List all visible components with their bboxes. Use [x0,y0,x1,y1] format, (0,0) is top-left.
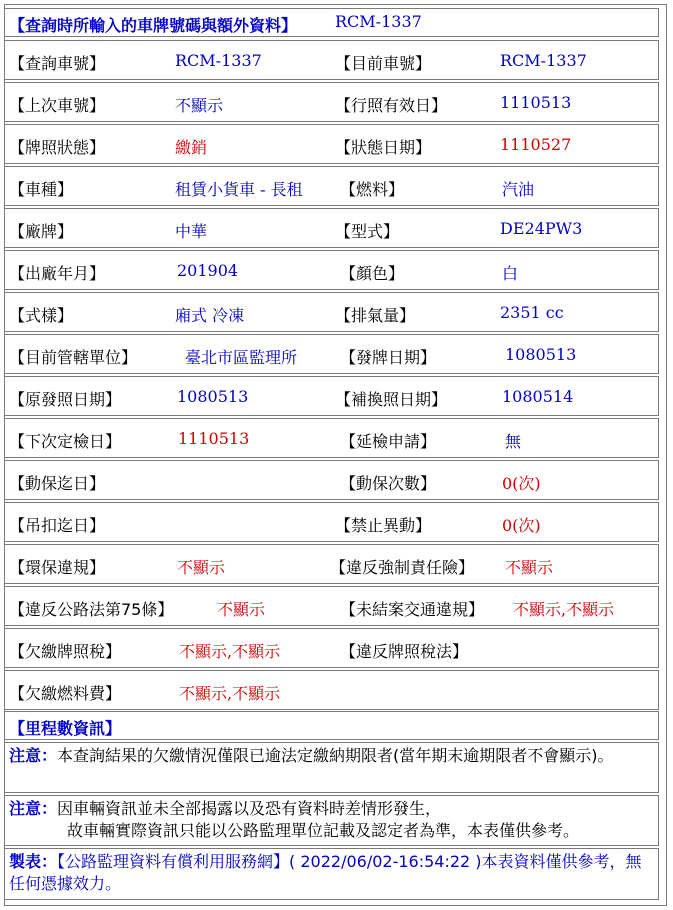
header-row [4,8,659,37]
page-title: 【查詢時所輸入的車牌號碼與額外資料】 [9,16,298,35]
field-label: 【出廠年月】 [9,264,106,283]
field-value: 白 [502,264,519,283]
field-value: 不顯示,不顯示 [179,684,281,703]
field-value: RCM-1337 [175,51,262,70]
footer-source: 【公路監理資料有償利用服務網】 [57,852,290,871]
note-2-line2: 故車輛實際資訊只能以公路監理單位記載及認定者為準，本表僅供參考。 [67,821,580,840]
note-2-prefix: 注意： [9,799,58,818]
field-label: 【目前管轄單位】 [9,348,138,367]
field-label: 【狀態日期】 [335,138,432,157]
data-row [4,250,659,290]
data-row [4,544,659,584]
note-1-text: 本查詢結果的欠繳情況僅限已逾法定繳納期限者(當年期末逾期限者不會顯示)。 [57,746,614,765]
field-label: 【顏色】 [340,264,405,283]
field-value: 1110513 [500,93,572,112]
field-label: 【目前車號】 [335,54,432,73]
field-value: 1080513 [505,345,577,364]
field-value: 繳銷 [175,138,208,157]
field-value: 2351 cc [500,303,564,322]
field-label: 【發牌日期】 [340,348,437,367]
note-1-prefix: 注意： [9,746,58,765]
field-label: 【環保違規】 [9,558,106,577]
data-row [4,166,659,206]
field-label: 【動保迄日】 [9,474,106,493]
field-value: 0(次) [502,516,541,535]
field-value: 1110527 [500,135,572,154]
query-plate: RCM-1337 [335,12,422,31]
field-value: 1080514 [502,387,574,406]
field-label: 【禁止異動】 [335,516,432,535]
field-label: 【吊扣迄日】 [9,516,106,535]
data-row [4,208,659,248]
field-label: 【違反強制責任險】 [330,558,475,577]
data-row [4,502,659,542]
field-value: 1080513 [177,387,249,406]
field-label: 【原發照日期】 [9,390,122,409]
data-row [4,40,659,80]
data-row [4,376,659,416]
field-label: 【排氣量】 [335,306,416,325]
footer-tail: 本表資料僅供參考，無任何憑據效力。 [9,852,642,893]
field-label: 【車種】 [9,180,74,199]
field-value: 不顯示 [175,96,224,115]
field-label: 【式樣】 [9,306,74,325]
data-row [4,418,659,458]
field-value: 不顯示 [177,558,226,577]
note-2 [4,795,659,846]
note-2-line1: 因車輛資訊並未全部揭露以及恐有資料時差情形發生， [57,799,442,818]
data-row [4,670,659,710]
field-label: 【未結案交通違規】 [340,600,485,619]
field-value: 廂式 冷凍 [175,306,245,325]
field-label: 【動保次數】 [340,474,437,493]
field-label: 【延檢申請】 [340,432,437,451]
field-value: 201904 [177,261,239,280]
data-row [4,82,659,122]
field-value: 無 [505,432,522,451]
data-row [4,628,659,668]
data-row [4,124,659,164]
field-value: 中華 [175,222,208,241]
footer-row [4,848,659,900]
field-label: 【燃料】 [340,180,405,199]
field-label: 【查詢車號】 [9,54,106,73]
data-row [4,334,659,374]
mileage-title: 【里程數資訊】 [9,719,122,738]
field-label: 【違反公路法第75條】 [9,600,174,619]
footer-prefix: 製表： [9,852,58,871]
note-1 [4,742,659,793]
data-row [4,586,659,626]
field-value: 不顯示,不顯示 [513,600,615,619]
field-value: 不顯示,不顯示 [179,642,281,661]
field-value: 不顯示 [217,600,266,619]
field-label: 【下次定檢日】 [9,432,122,451]
data-row [4,292,659,332]
field-value: RCM-1337 [500,51,587,70]
field-value: 租賃小貨車 - 長租 [175,180,303,199]
field-label: 【違反牌照稅法】 [340,642,469,661]
field-value: 不顯示 [505,558,554,577]
field-label: 【欠繳燃料費】 [9,684,122,703]
field-value: DE24PW3 [500,219,583,238]
field-label: 【補換照日期】 [335,390,448,409]
field-value: 0(次) [502,474,541,493]
field-label: 【上次車號】 [9,96,106,115]
mileage-row [4,711,659,740]
data-row [4,460,659,500]
field-value: 1110513 [178,429,250,448]
field-label: 【行照有效日】 [335,96,448,115]
field-label: 【牌照狀態】 [9,138,106,157]
field-label: 【型式】 [335,222,400,241]
field-value: 臺北市區監理所 [185,348,298,367]
field-label: 【欠繳牌照稅】 [9,642,122,661]
footer-timestamp: ( 2022/06/02-16:54:22 ) [289,852,482,871]
field-label: 【廠牌】 [9,222,74,241]
field-value: 汽油 [502,180,535,199]
